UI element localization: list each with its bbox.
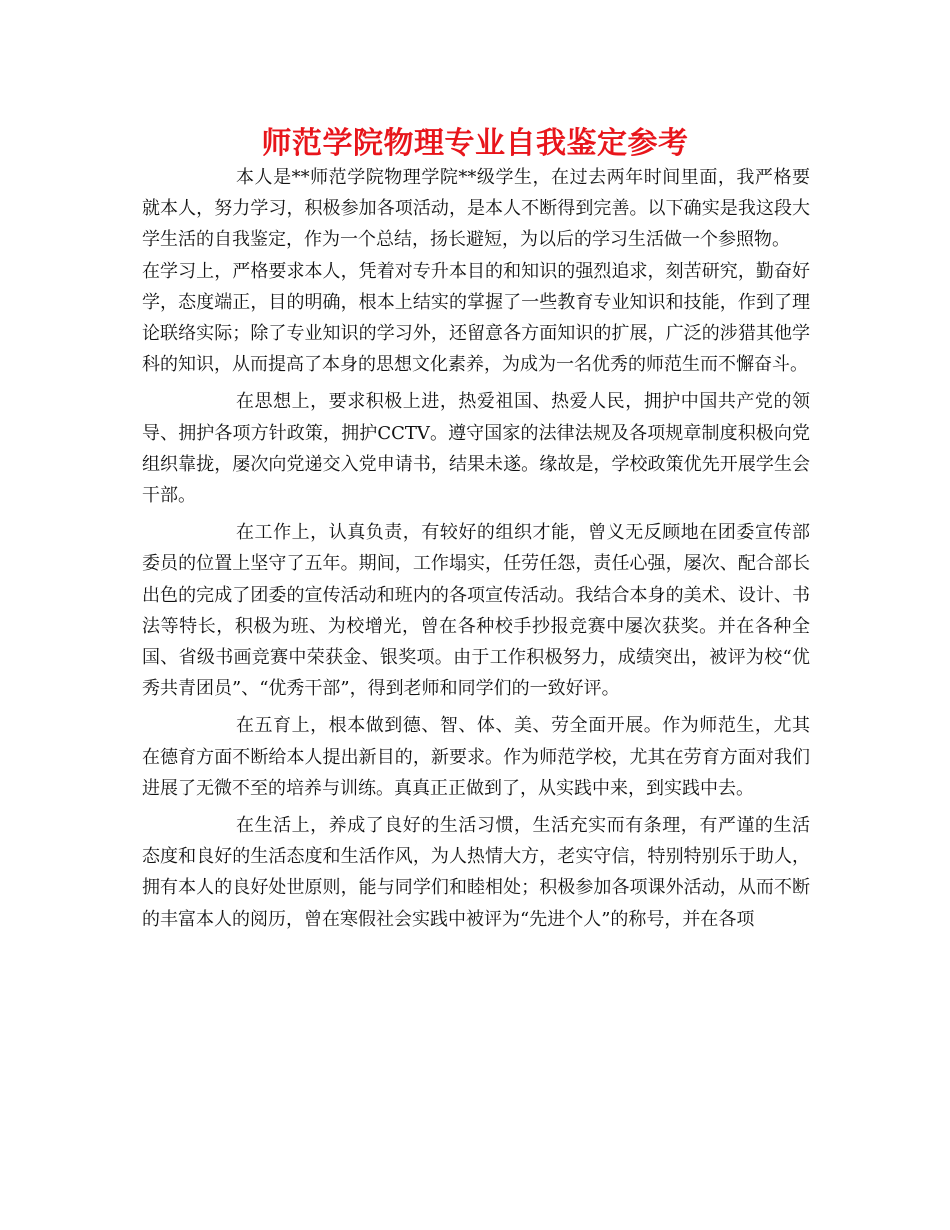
paragraph-study: 在学习上，严格要求本人，凭着对专升本目的和知识的强烈追求，刻苦研究，勤奋好学，态度端正，目的明确，根本上结实的掌握了一些教育专业知识和技能，作到了理论联络实际；除了专业知识的学习外，还留意各方面知识的扩展，广泛的涉猎其他学科的知识，从而提高了本身的思想文化素养，为成为一名优秀的师范生而不懈奋斗。 — [142, 260, 810, 376]
paragraph-life: 在生活上，养成了良好的生活习惯，生活充实而有条理，有严谨的生活态度和良好的生活态度和生活作风，为人热情大方，老实守信，特别特别乐于助人，拥有本人的良好处世原则，能与同学们和睦相处；积极参加各项课外活动，从而不断的丰富本人的阅历，曾在寒假社会实践中被评为“先进个人”的称号，并在各项 — [142, 815, 810, 930]
paragraph-intro: 本人是**师范学院物理学院**级学生，在过去两年时间里面，我严格要就本人，努力学习，积极参加各项活动，是本人不断得到完善。以下确实是我这段大学生活的自我鉴定，作为一个总结，扬长避短，为以后的学习生活做一个参照物。 — [142, 167, 810, 251]
document-body — [142, 162, 810, 935]
paragraph-five-education: 在五育上，根本做到德、智、体、美、劳全面开展。作为师范生，尤其在德育方面不断给本人提出新目的，新要求。作为师范学校，尤其在劳育方面对我们进展了无微不至的培养与训练。真真正正做到了，从实践中来，到实践中去。 — [142, 715, 810, 799]
paragraph-thought: 在思想上，要求积极上进，热爱祖国、热爱人民，拥护中国共产党的领导、拥护各项方针政策，拥护CCTV。遵守国家的法律法规及各项规章制度积极向党组织靠拢，屡次向党递交入党申请书，结果未遂。缘故是，学校政策优先开展学生会干部。 — [142, 391, 810, 507]
paragraph-work: 在工作上，认真负责，有较好的组织才能，曾义无反顾地在团委宣传部委员的位置上坚守了五年。期间，工作塌实，任劳任怨，责任心强，屡次、配合部长出色的完成了团委的宣传活动和班内的各项宣传活动。我结合本身的美术、设计、书法等特长，积极为班、为校增光，曾在各种校手抄报竞赛中屡次获奖。并在各种全国、省级书画竞赛中荣获金、银奖项。由于工作积极努力，成绩突出，被评为校“优秀共青团员”、“优秀干部”，得到老师和同学们的一致好评。 — [142, 522, 810, 700]
document-title: 师范学院物理专业自我鉴定参考 — [261, 126, 689, 161]
